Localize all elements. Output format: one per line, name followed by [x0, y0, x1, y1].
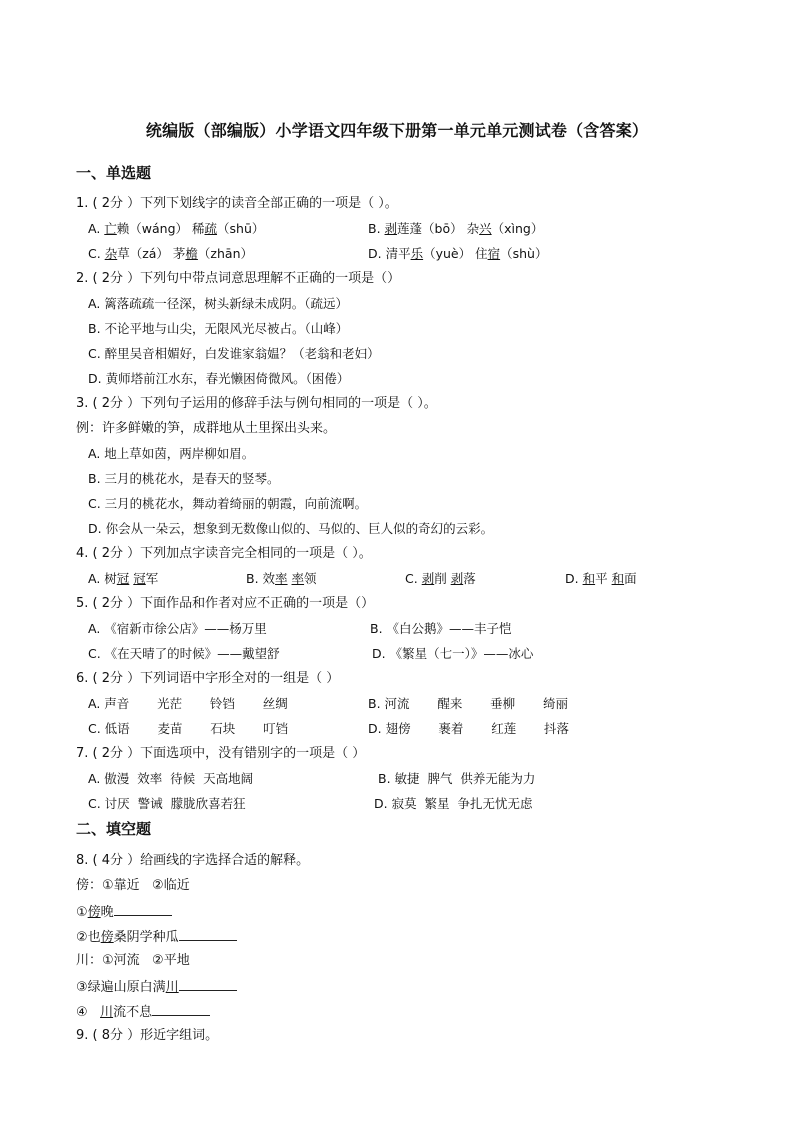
section-heading-single-choice: 一、单选题 — [76, 164, 152, 182]
question-6-option-d: D. 翅傍 裹着 红莲 抖落 — [368, 721, 570, 736]
question-5-stem: 5. ( 2分 ）下面作品和作者对应不正确的一项是（） — [76, 596, 375, 611]
answer-blank[interactable] — [179, 977, 237, 991]
question-8-chuan-meanings: 川：①河流 ②平地 — [76, 953, 190, 968]
question-6-option-a: A. 声音 光茫 铃铛 丝绸 — [88, 696, 288, 711]
page-title: 统编版（部编版）小学语文四年级下册第一单元单元测试卷（含答案） — [145, 121, 649, 140]
answer-blank[interactable] — [179, 927, 237, 941]
question-4-option-d: D. 和平 和面 — [565, 571, 637, 586]
question-5-option-b: B. 《白公鹅》——丰子恺 — [370, 621, 512, 636]
question-7-option-d: D. 寂莫 繁星 争扎无忧无虑 — [374, 796, 533, 811]
question-1-stem: 1. ( 2分 ）下列下划线字的读音全部正确的一项是（ ）。 — [76, 196, 398, 211]
question-3-stem: 3. ( 2分 ）下列句子运用的修辞手法与例句相同的一项是（ ）。 — [76, 396, 437, 411]
question-3-option-c: C. 三月的桃花水，舞动着绮丽的朝霞，向前流啊。 — [88, 496, 368, 511]
question-5-option-c: C. 《在天晴了的时候》——戴望舒 — [88, 646, 280, 661]
question-1-option-b: B. 剥莲蓬（bō） 杂兴（xìng） — [368, 221, 544, 236]
question-7-stem: 7. ( 2分 ）下面选项中，没有错别字的一项是（ ） — [76, 746, 366, 761]
question-1-option-a: A. 亡赖（wáng） 稀疏（shū） — [88, 221, 265, 236]
question-5-option-d: D. 《繁星（七一）》——冰心 — [372, 646, 534, 661]
question-4-option-b: B. 效率 率领 — [246, 571, 317, 586]
question-8-bang-meanings: 傍：①靠近 ②临近 — [76, 878, 190, 893]
question-6-option-c: C. 低语 麦苗 石块 叮铛 — [88, 721, 289, 736]
question-7-option-c: C. 讨厌 警诫 朦胧欣喜若狂 — [88, 796, 246, 811]
question-3-option-b: B. 三月的桃花水，是春天的竖琴。 — [88, 471, 280, 486]
question-8-stem: 8. ( 4分 ）给画线的字选择合适的解释。 — [76, 853, 310, 868]
answer-blank[interactable] — [114, 902, 172, 916]
question-2-option-d: D. 黄师塔前江水东，春光懒困倚微风。（困倦） — [88, 371, 350, 386]
section-heading-fill-in: 二、填空题 — [76, 820, 152, 838]
question-2-stem: 2. ( 2分 ）下列句中带点词意思理解不正确的一项是（） — [76, 271, 401, 286]
question-4-option-a: A. 树冠 冠军 — [88, 571, 159, 586]
question-7-option-b: B. 敏捷 脾气 供养无能为力 — [378, 771, 536, 786]
question-8-item-1: ①傍晚 — [76, 902, 172, 922]
question-2-option-b: B. 不论平地与山尖，无限风光尽被占。（山峰） — [88, 321, 349, 336]
question-3-option-d: D. 你会从一朵云，想象到无数像山似的、马似的、巨人似的奇幻的云彩。 — [88, 521, 494, 536]
question-6-stem: 6. ( 2分 ）下列词语中字形全对的一组是（ ） — [76, 671, 340, 686]
question-4-option-c: C. 剥削 剥落 — [405, 571, 476, 586]
question-9-stem: 9. ( 8分 ）形近字组词。 — [76, 1028, 219, 1043]
question-4-stem: 4. ( 2分 ）下列加点字读音完全相同的一项是（ ）。 — [76, 546, 372, 561]
question-8-item-2: ②也傍桑阴学种瓜 — [76, 927, 237, 947]
question-7-option-a: A. 傲漫 效率 待候 天高地阔 — [88, 771, 254, 786]
question-8-item-4: ④ 川流不息 — [76, 1002, 210, 1022]
question-5-option-a: A. 《宿新市徐公店》——杨万里 — [88, 621, 267, 636]
answer-blank[interactable] — [152, 1002, 210, 1016]
question-2-option-a: A. 篱落疏疏一径深，树头新绿未成阴。（疏远） — [88, 296, 349, 311]
question-3-example: 例：许多鲜嫩的笋，成群地从土里探出头来。 — [76, 421, 337, 436]
question-6-option-b: B. 河流 醒来 垂柳 绮丽 — [368, 696, 568, 711]
question-8-item-3: ③绿遍山原白满川 — [76, 977, 237, 997]
question-2-option-c: C. 醉里吴音相媚好，白发谁家翁媪？（老翁和老妇） — [88, 346, 380, 361]
question-1-option-d: D. 清平乐（yuè） 住宿（shù） — [368, 246, 548, 261]
question-1-option-c: C. 杂草（zá） 茅檐（zhān） — [88, 246, 253, 261]
question-3-option-a: A. 地上草如茵，两岸柳如眉。 — [88, 446, 255, 461]
